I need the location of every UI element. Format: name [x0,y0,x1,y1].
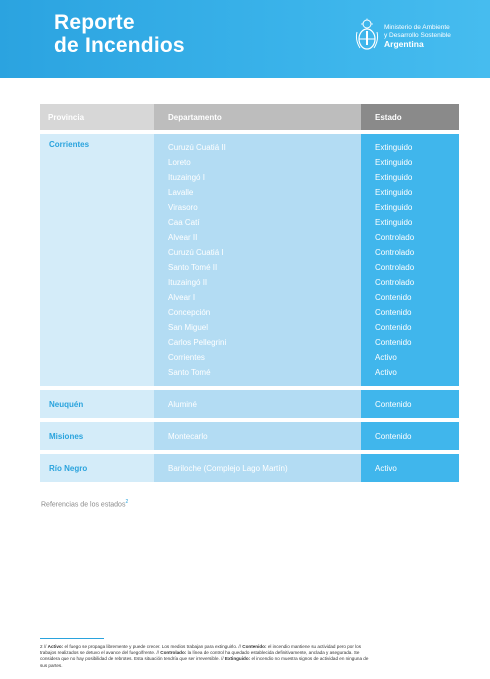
term-activo: Activo: [47,644,64,649]
estado-cell: Controlado [375,278,415,287]
departamento-cell: Ituzaingó I [168,173,205,182]
country-name: Argentina [384,39,424,49]
estado-cell: Extinguido [375,173,413,182]
header-departamento: Departamento [154,104,361,130]
departamento-cell: Alvear II [168,233,198,242]
footnote [40,644,370,669]
province-name: Misiones [40,422,154,450]
def-activo: el fuego se propaga libremente y puede crecer. Los medios trabajan para extinguirlo. // [64,644,241,649]
footnote-marker: 2 // [40,644,47,649]
province-name: Neuquén [40,390,154,418]
departamento-cell: Santo Tomé [168,368,211,377]
estado-cell: Controlado [375,233,415,242]
estado-cell: Contenido [375,293,412,302]
estado-cell: Extinguido [375,218,413,227]
estado-cell: Activo [375,368,397,377]
estado-cell: Contenido [375,338,412,347]
departamento-cell: Caa Catí [168,218,200,227]
estado-cell: Extinguido [375,158,413,167]
departamento-cell: Lavalle [168,188,194,197]
ministry-line-2: y Desarrollo Sostenible [384,31,451,39]
departamento-cell: Alvear I [168,293,196,302]
estado-cell: Contenido [361,390,459,418]
estado-cell: Controlado [375,248,415,257]
estado-list [361,134,459,386]
departamento-cell: San Miguel [168,323,209,332]
departamento-list [154,134,361,386]
departamento-cell: Loreto [168,158,191,167]
estado-cell: Contenido [361,422,459,450]
departamento-cell: Aluminé [154,390,361,418]
term-extinguido: Extinguido: [224,656,251,662]
province-group-rio-negro [40,454,459,482]
header-estado: Estado [361,104,459,130]
departamento-cell: Montecarlo [154,422,361,450]
footnote-divider [40,638,104,639]
references-label [41,499,128,508]
departamento-cell: Carlos Pellegrini [168,338,227,347]
estado-cell: Contenido [375,323,412,332]
ministry-line-1: Ministerio de Ambiente [384,24,450,31]
ministry-logo [355,18,475,58]
table-header [40,104,459,130]
ministry-name [384,24,451,50]
def-extinguido: el incendio no muestra signos de actividad en ninguna de sus partes. [40,656,369,668]
estado-cell: Activo [361,454,459,482]
term-controlado: Controlado: [160,650,187,656]
estado-cell: Activo [375,353,397,362]
footnote-ref-link[interactable]: 2 [125,499,129,505]
province-name: Río Negro [40,454,154,482]
departamento-cell: Curuzú Cuatiá II [168,143,226,152]
title-line-2: de Incendios [54,34,185,57]
estado-cell: Controlado [375,263,415,272]
departamento-cell: Corrientes [168,353,205,362]
departamento-cell: Bariloche (Complejo Lago Martín) [154,454,361,482]
national-seal-icon [355,18,379,52]
fires-table [40,104,459,482]
estado-cell: Contenido [375,308,412,317]
page-title [54,11,185,57]
def-contenido: el incendio mantiene su actividad pero por los trabajos realizados se detuvo el avance del fuego/frente. // [40,644,362,656]
province-group-neuquen [40,390,459,418]
header-banner [0,0,490,78]
departamento-cell: Santo Tomé II [168,263,218,272]
def-controlado: la línea de control ha quedado establecida definitivamente, anclada y asegurada. Se considera que no hay posibilidad de rebrotes. Esta situación tendría que ser irreversible. // [40,650,360,662]
estado-cell: Extinguido [375,143,413,152]
term-contenido: Contenido: [242,644,267,649]
province-group-corrientes [40,134,459,386]
departamento-cell: Curuzú Cuatiá I [168,248,224,257]
references-text: Referencias de los estados [41,501,126,509]
departamento-cell: Ituzaingó II [168,278,208,287]
header-provincia: Provincia [40,104,154,130]
departamento-cell: Virasoro [168,203,198,212]
title-line-1: Reporte [54,11,135,34]
estado-cell: Extinguido [375,203,413,212]
departamento-cell: Concepción [168,308,211,317]
province-group-misiones [40,422,459,450]
estado-cell: Extinguido [375,188,413,197]
province-name: Corrientes [40,134,154,386]
